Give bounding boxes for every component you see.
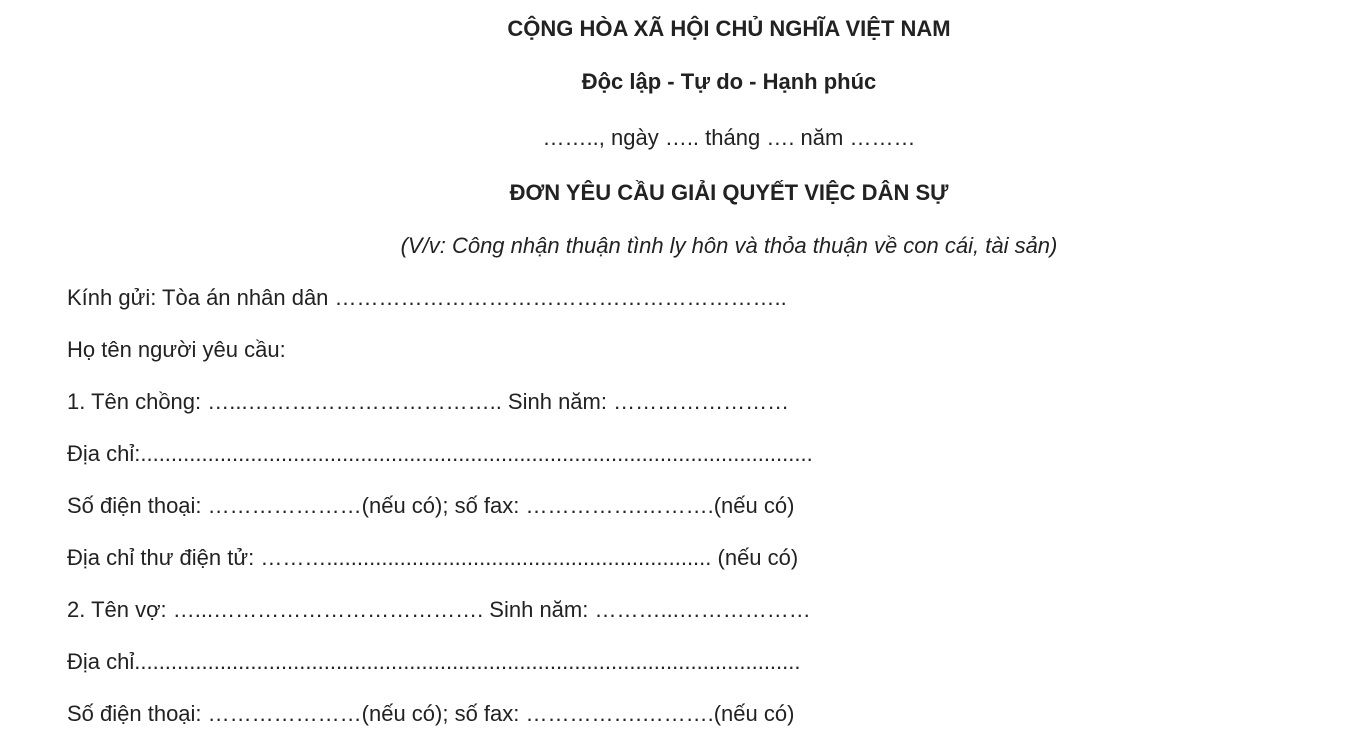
wife-address-line: Địa chỉ............................................................................................................. — [67, 649, 801, 674]
husband-phone-line: Số điện thoại: …………………(nếu có); số fax: …………….……….(nếu có) — [67, 493, 795, 518]
date-line: …….., ngày ….. tháng …. năm ……… — [542, 125, 916, 150]
husband-name-line: 1. Tên chồng: …...…………………………….. Sinh năm: …………………… — [67, 389, 790, 414]
husband-email-line: Địa chỉ thư điện tử: ………............................................................... (nếu có) — [67, 545, 799, 570]
document-subject: (V/v: Công nhận thuận tình ly hôn và thỏa thuận về con cái, tài sản) — [400, 233, 1058, 258]
wife-name-line: 2. Tên vợ: …...………………………………. Sinh năm: ………...……………… — [67, 597, 811, 622]
addressee-line: Kính gửi: Tòa án nhân dân …………………………………………………….. — [67, 285, 787, 310]
national-motto: Độc lập - Tự do - Hạnh phúc — [581, 69, 877, 94]
document-title: ĐƠN YÊU CẦU GIẢI QUYẾT VIỆC DÂN SỰ — [509, 180, 949, 205]
requester-label: Họ tên người yêu cầu: — [67, 337, 286, 362]
husband-address-line: Địa chỉ:.............................................................................................................. — [67, 441, 813, 466]
national-header: CỘNG HÒA XÃ HỘI CHỦ NGHĨA VIỆT NAM — [507, 16, 951, 41]
wife-phone-line: Số điện thoại: …………………(nếu có); số fax: …………….……….(nếu có) — [67, 701, 795, 726]
